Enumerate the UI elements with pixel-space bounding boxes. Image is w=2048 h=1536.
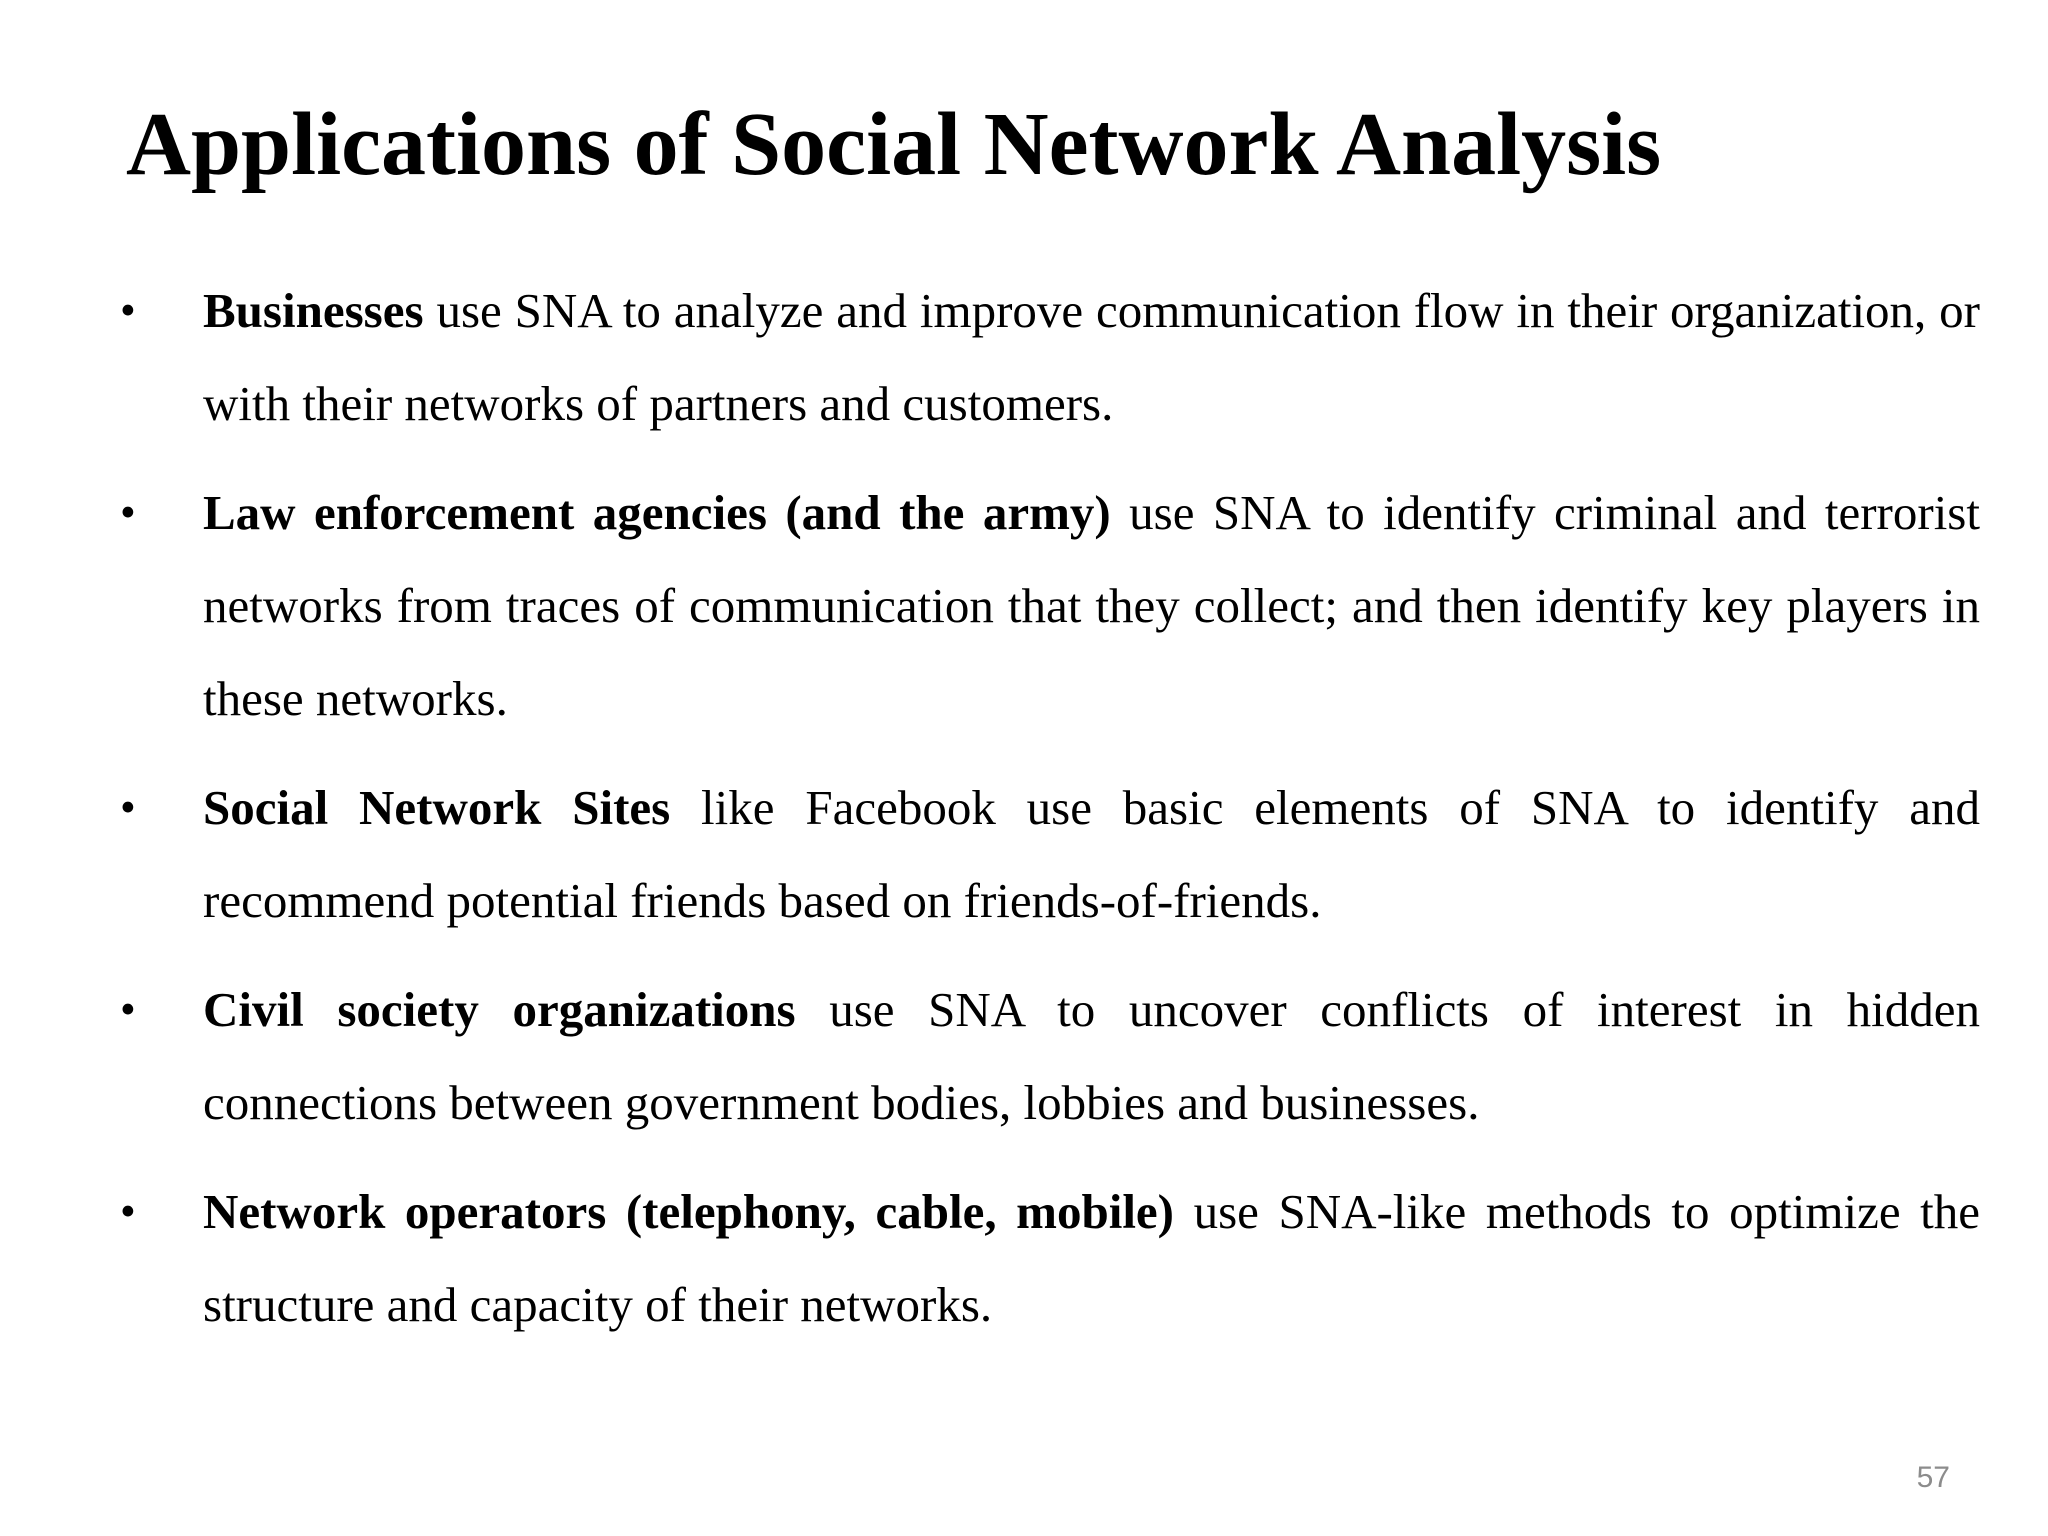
bullet-dot-icon: • [120,285,136,335]
page-number: 57 [1916,1461,1950,1494]
bullet-text: use SNA to identify criminal and terrorist networks from traces of communication that they collect; and then identify key players in these networks. [203,485,1980,726]
bullet-item-network-operators [120,1165,1980,1351]
slide-title: Applications of Social Network Analysis [126,95,1662,194]
bullet-item-law-enforcement [120,466,1980,745]
bullet-lead: Social Network Sites [203,780,671,835]
bullet-lead: Law enforcement agencies (and the army) [203,485,1111,540]
bullet-text: use SNA to analyze and improve communication flow in their organization, or with their networks of partners and customers. [203,283,1980,431]
bullet-text: use SNA to uncover conflicts of interest in hidden connections between government bodies, lobbies and businesses. [203,982,1981,1130]
bullet-item-businesses [120,264,1980,450]
bullet-lead: Civil society organizations [203,982,796,1037]
bullet-text: like Facebook use basic elements of SNA to identify and recommend potential friends based on friends-of-friends. [203,780,1980,928]
bullet-list [120,264,1980,1367]
bullet-lead: Businesses [203,283,424,338]
bullet-item-social-network-sites [120,761,1980,947]
bullet-item-civil-society [120,963,1980,1149]
bullet-text: use SNA-like methods to optimize the structure and capacity of their networks. [203,1184,1980,1332]
bullet-dot-icon: • [120,782,136,832]
bullet-lead: Network operators (telephony, cable, mobile) [203,1184,1174,1239]
bullet-dot-icon: • [120,1186,136,1236]
bullet-dot-icon: • [120,984,136,1034]
bullet-dot-icon: • [120,487,136,537]
